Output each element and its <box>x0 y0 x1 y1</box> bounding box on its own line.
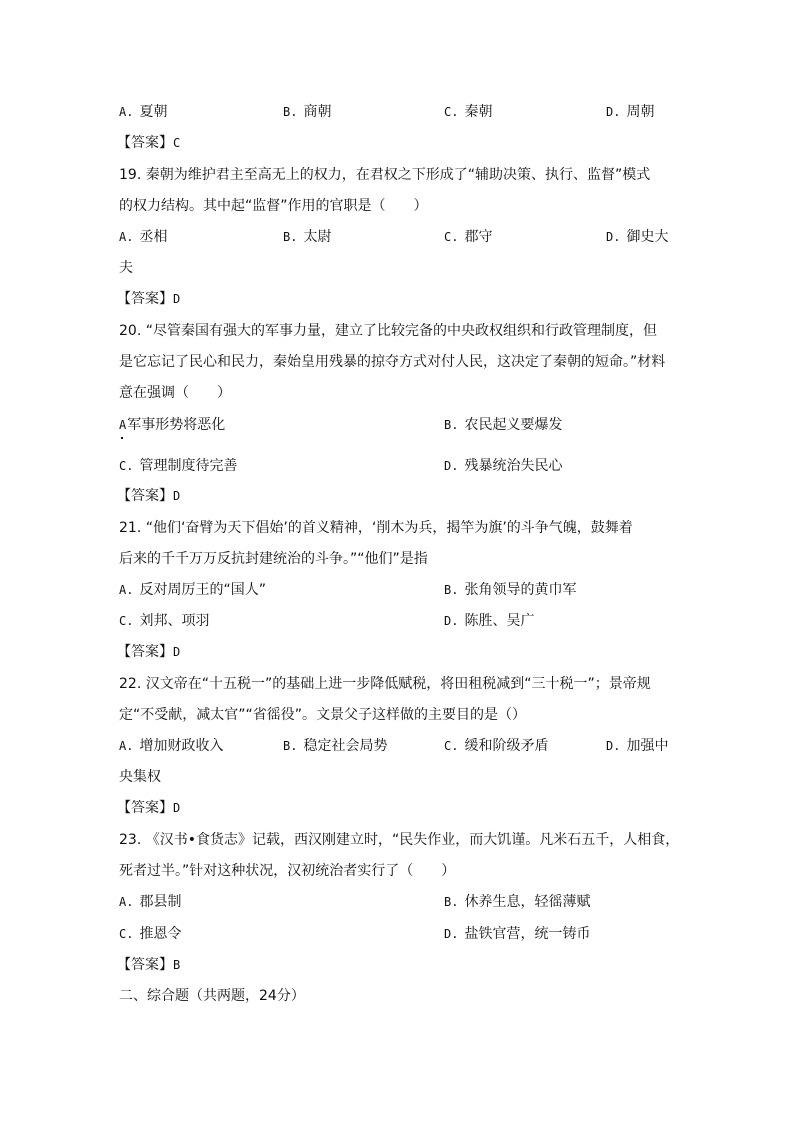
q23-option-d <box>444 925 590 943</box>
q19-option-d <box>606 228 668 246</box>
option-label: B. <box>283 230 298 244</box>
option-text: 郡守 <box>464 229 493 245</box>
q21-option-c <box>119 612 209 630</box>
option-label: C. <box>119 459 134 473</box>
answer-tag: 【答案】 <box>117 644 173 660</box>
option-label: B. <box>283 739 298 753</box>
section-2-heading: 二、综合题（共两题，24分） <box>119 988 305 1004</box>
q20-stem-line-2: 是它忘记了民心和民力，秦始皇用残暴的掠夺方式对付人民，这决定了秦朝的短命。”材料 <box>119 354 666 370</box>
q22-option-b <box>283 737 387 755</box>
q19-option-a <box>119 228 167 246</box>
option-text: 商朝 <box>303 104 332 120</box>
option-text: 张角领导的黄巾军 <box>464 582 577 598</box>
q18-option-a <box>119 103 167 121</box>
option-text: 盐铁官营，统一铸币 <box>464 926 591 942</box>
q20-option-b <box>444 416 562 434</box>
q18-answer <box>117 134 180 152</box>
option-text: 增加财政收入 <box>139 738 224 754</box>
option-label: A. <box>119 105 134 119</box>
option-label: A. <box>119 739 134 753</box>
q22-stem-line-1: 22. 汉文帝在“十五税一”的基础上进一步降低赋税，将田租税减到“三十税一”；景帝规 <box>119 676 651 692</box>
q19-stem-line-2: 的权力结构。其中起“监督”作用的官职是（ ） <box>119 198 428 214</box>
option-label: B. <box>444 418 459 432</box>
option-label: C. <box>119 927 134 941</box>
q23-option-a <box>119 893 181 911</box>
q22-option-d <box>606 737 668 755</box>
option-label: A. <box>119 583 134 597</box>
option-label: D. <box>444 614 459 628</box>
option-label: B. <box>444 895 459 909</box>
q23-stem-line-2: 死者过半。”针对这种状况，汉初统治者实行了（ ） <box>119 863 456 879</box>
q20-stem-line-1: 20. “尽管秦国有强大的军事力量，建立了比较完备的中央政权组织和行政管理制度，但 <box>119 323 657 339</box>
option-text: 秦朝 <box>464 104 493 120</box>
option-label: D. <box>606 739 621 753</box>
option-text: 加强中 <box>626 738 669 754</box>
option-text: 推恩令 <box>139 926 182 942</box>
answer-value: D <box>173 801 181 815</box>
q20-answer <box>117 487 180 505</box>
q23-option-c <box>119 925 181 943</box>
option-text: 周朝 <box>626 104 655 120</box>
option-text: 残暴统治失民心 <box>464 458 563 474</box>
q21-option-d <box>444 612 534 630</box>
option-text: 御史大 <box>626 229 669 245</box>
q21-stem-line-1: 21. “他们‘奋臂为天下倡始’的首义精神，‘削木为兵，揭竿为旗’的斗争气魄，鼓舞着 <box>119 520 633 536</box>
option-label: C. <box>119 614 134 628</box>
q23-stem-line-1: 23. 《汉书•食货志》记载，西汉刚建立时，“民失作业，而大饥谨。凡米石五千，人相食， <box>119 832 680 848</box>
option-label: C. <box>444 105 459 119</box>
option-label: B. <box>283 105 298 119</box>
option-text: 反对周厉王的“国人” <box>139 582 266 598</box>
option-text: 军事形势将恶化 <box>127 417 226 433</box>
answer-tag: 【答案】 <box>117 957 173 973</box>
q20-stem-line-3: 意在强调（ ） <box>119 385 231 401</box>
q18-option-b <box>283 103 331 121</box>
option-label: C. <box>444 230 459 244</box>
answer-tag: 【答案】 <box>117 291 173 307</box>
option-label: A <box>119 418 127 432</box>
option-label: D. <box>444 459 459 473</box>
q18-option-c <box>444 103 492 121</box>
q19-option-c <box>444 228 492 246</box>
q21-stem-line-2: 后来的千千万万反抗封建统治的斗争。”“他们”是指 <box>119 551 428 567</box>
option-text: 管理制度待完善 <box>139 458 238 474</box>
q18-option-d <box>606 103 654 121</box>
option-label: D. <box>606 230 621 244</box>
q23-answer <box>117 956 180 974</box>
q20-option-c <box>119 457 237 475</box>
answer-tag: 【答案】 <box>117 800 173 816</box>
option-label: A. <box>119 895 134 909</box>
q20-option-d <box>444 457 562 475</box>
q22-answer <box>117 799 180 817</box>
option-text: 郡县制 <box>139 894 182 910</box>
q21-option-b <box>444 581 576 599</box>
option-text: 刘邦、项羽 <box>139 613 210 629</box>
stray-dot <box>121 437 123 439</box>
q19-option-d-wrap: 夫 <box>119 260 133 276</box>
q21-answer <box>117 643 180 661</box>
q21-option-a <box>119 581 266 599</box>
answer-value: D <box>173 645 181 659</box>
answer-value: B <box>173 958 181 972</box>
option-label: A. <box>119 230 134 244</box>
option-text: 夏朝 <box>139 104 168 120</box>
answer-value: D <box>173 292 181 306</box>
option-label: D. <box>606 105 621 119</box>
answer-value: D <box>173 489 181 503</box>
option-text: 陈胜、吴广 <box>464 613 535 629</box>
option-label: B. <box>444 583 459 597</box>
option-text: 缓和阶级矛盾 <box>464 738 549 754</box>
q23-option-b <box>444 893 590 911</box>
option-text: 休养生息，轻徭薄赋 <box>464 894 591 910</box>
answer-tag: 【答案】 <box>117 488 173 504</box>
q19-stem-line-1: 19. 秦朝为维护君主至高无上的权力，在君权之下形成了“辅助决策、执行、监督”模式 <box>119 167 651 183</box>
option-label: C. <box>444 739 459 753</box>
q20-option-a <box>119 416 225 434</box>
option-text: 稳定社会局势 <box>303 738 388 754</box>
option-text: 丞相 <box>139 229 168 245</box>
q22-option-d-wrap: 央集权 <box>119 769 161 785</box>
answer-tag: 【答案】 <box>117 135 173 151</box>
option-text: 农民起义要爆发 <box>464 417 563 433</box>
q22-stem-line-2: 定“不受献，减太官”“省徭役”。文景父子这样做的主要目的是（） <box>119 707 527 723</box>
option-label: D. <box>444 927 459 941</box>
q22-option-c <box>444 737 548 755</box>
q19-answer <box>117 290 180 308</box>
q22-option-a <box>119 737 223 755</box>
q19-option-b <box>283 228 331 246</box>
answer-value: C <box>173 136 181 150</box>
option-text: 太尉 <box>303 229 332 245</box>
